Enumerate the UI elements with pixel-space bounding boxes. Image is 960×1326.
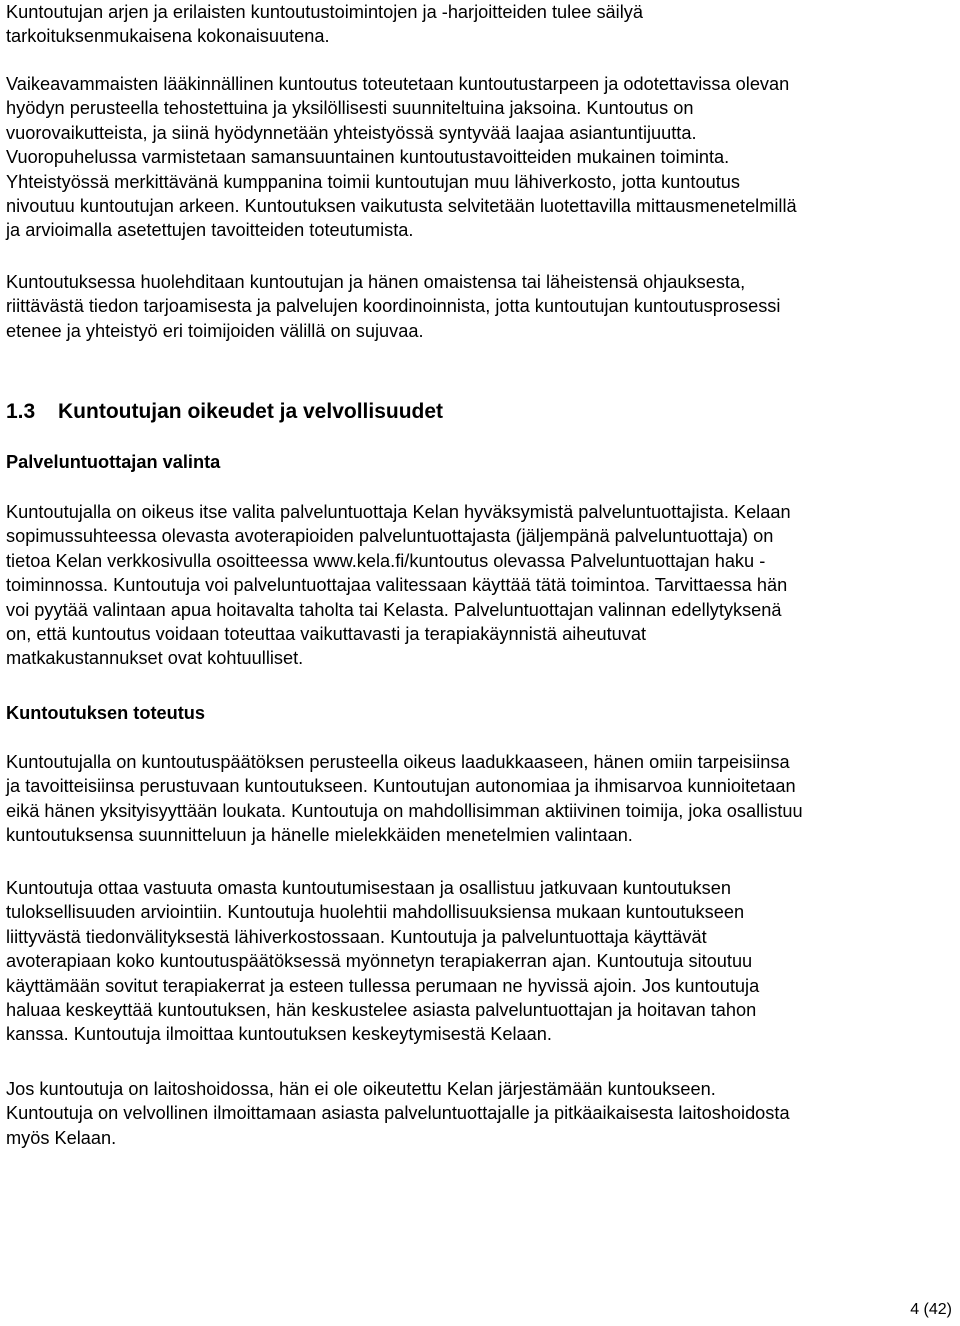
paragraph-intro-continuation: Kuntoutujan arjen ja erilaisten kuntoutustoimintojen ja -harjoitteiden tulee säilyä tarkoituksenmukaisena kokonaisuutena. [6,2,643,47]
page-number: 4 (42) [910,1301,952,1318]
section-heading [6,397,443,427]
paragraph-institutional-care: Jos kuntoutuja on laitoshoidossa, hän ei ole oikeutettu Kelan järjestämään kuntoukseen. Kuntoutuja on velvollinen ilmoittamaan asiasta palveluntuottajalle ja pitkäaikaisesta laitoshoidosta myös Kelaan. [6,1079,790,1148]
paragraph-responsibilities: Kuntoutuja ottaa vastuuta omasta kuntoutumisestaan ja osallistuu jatkuvaan kuntoutuksen tuloksellisuuden arviointiin. Kuntoutuja huolehtii mahdollisuuksiensa mukaan kuntoutukseen liittyvästä tiedonvälityksestä lähiverkostossaan. Kuntoutuja ja palveluntuottaja käyttävät avoterapiaan koko kuntoutuspäätöksessä myönnetyn terapiakerran ajan. Kuntoutuja sitoutuu käyttämään sovitut terapiakerrat ja esteen tullessa perumaan ne hyvissä ajoin. Jos kuntoutuja haluaa keskeyttää kuntoutuksen, hän keskustelee asiasta palveluntuottajan ja hoitavan tahon kanssa. Kuntoutuja ilmoittaa kuntoutuksen keskeytymisestä Kelaan. [6,878,760,1045]
paragraph-rights: Kuntoutujalla on kuntoutuspäätöksen perusteella oikeus laadukkaaseen, hänen omiin tarpeisiinsa ja tavoitteisiinsa perustuvaan kuntoutukseen. Kuntoutujan autonomiaa ja ihmisarvoa kunnioitetaan eikä hänen yksityisyyttään loukata. Kuntoutuja on mahdollisimman aktiivinen toimija, joka osallistuu kuntoutuksensa suunnitteluun ja hänelle mielekkäiden menetelmien valintaan. [6,752,803,846]
subheading-provider-choice: Palveluntuottajan valinta [6,452,221,472]
subheading-implementation: Kuntoutuksen toteutus [6,703,206,723]
section-number: 1.3 [6,400,36,423]
section-title: Kuntoutujan oikeudet ja velvollisuudet [58,400,444,423]
paragraph-medical-rehabilitation: Vaikeavammaisten lääkinnällinen kuntoutus toteutetaan kuntoutustarpeen ja odotettavissa olevan hyödyn perusteella tehostettuina ja yksilöllisesti suunniteltuina jaksoina. Kuntoutus on vuorovaikutteista, ja siinä hyödynnetään yhteistyössä syntyvää laajaa asiantuntijuutta. Vuoropuhelussa varmistetaan samansuuntainen kuntoutustavoitteiden mukainen toiminta. Yhteistyössä merkittävänä kumppanina toimii kuntoutujan muu lähiverkosto, jotta kuntoutus nivoutuu kuntoutujan arkeen. Kuntoutuksen vaikutusta selvitetään luotettavilla mittausmenetelmillä ja arvioimalla asetettujen tavoitteiden toteutumista. [6,74,797,241]
paragraph-guidance: Kuntoutuksessa huolehditaan kuntoutujan ja hänen omaistensa tai läheistensä ohjauksesta, riittävästä tiedon tarjoamisesta ja palvelujen koordinoinnista, jotta kuntoutujan kuntoutusprosessi etenee ja yhteistyö eri toimijoiden välillä on sujuvaa. [6,272,781,341]
paragraph-provider-choice: Kuntoutujalla on oikeus itse valita palveluntuottaja Kelan hyväksymistä palveluntuottajista. Kelaan sopimussuhteessa olevasta avoterapioiden palveluntuottajasta (jäljempänä palveluntuottaja) on tietoa Kelan verkkosivulla osoitteessa www.kela.fi/kuntoutus olevassa Palveluntuottajan haku - toiminnossa. Kuntoutuja voi palveluntuottajaa valitessaan käyttää tätä toimintoa. Tarvittaessa hän voi pyytää valintaan apua hoitavalta taholta tai Kelasta. Palveluntuottajan valinnan edellytyksenä on, että kuntoutus voidaan toteuttaa vaikuttavasti ja terapiakäynnistä aiheutuvat matkakustannukset ovat kohtuulliset. [6,502,791,669]
